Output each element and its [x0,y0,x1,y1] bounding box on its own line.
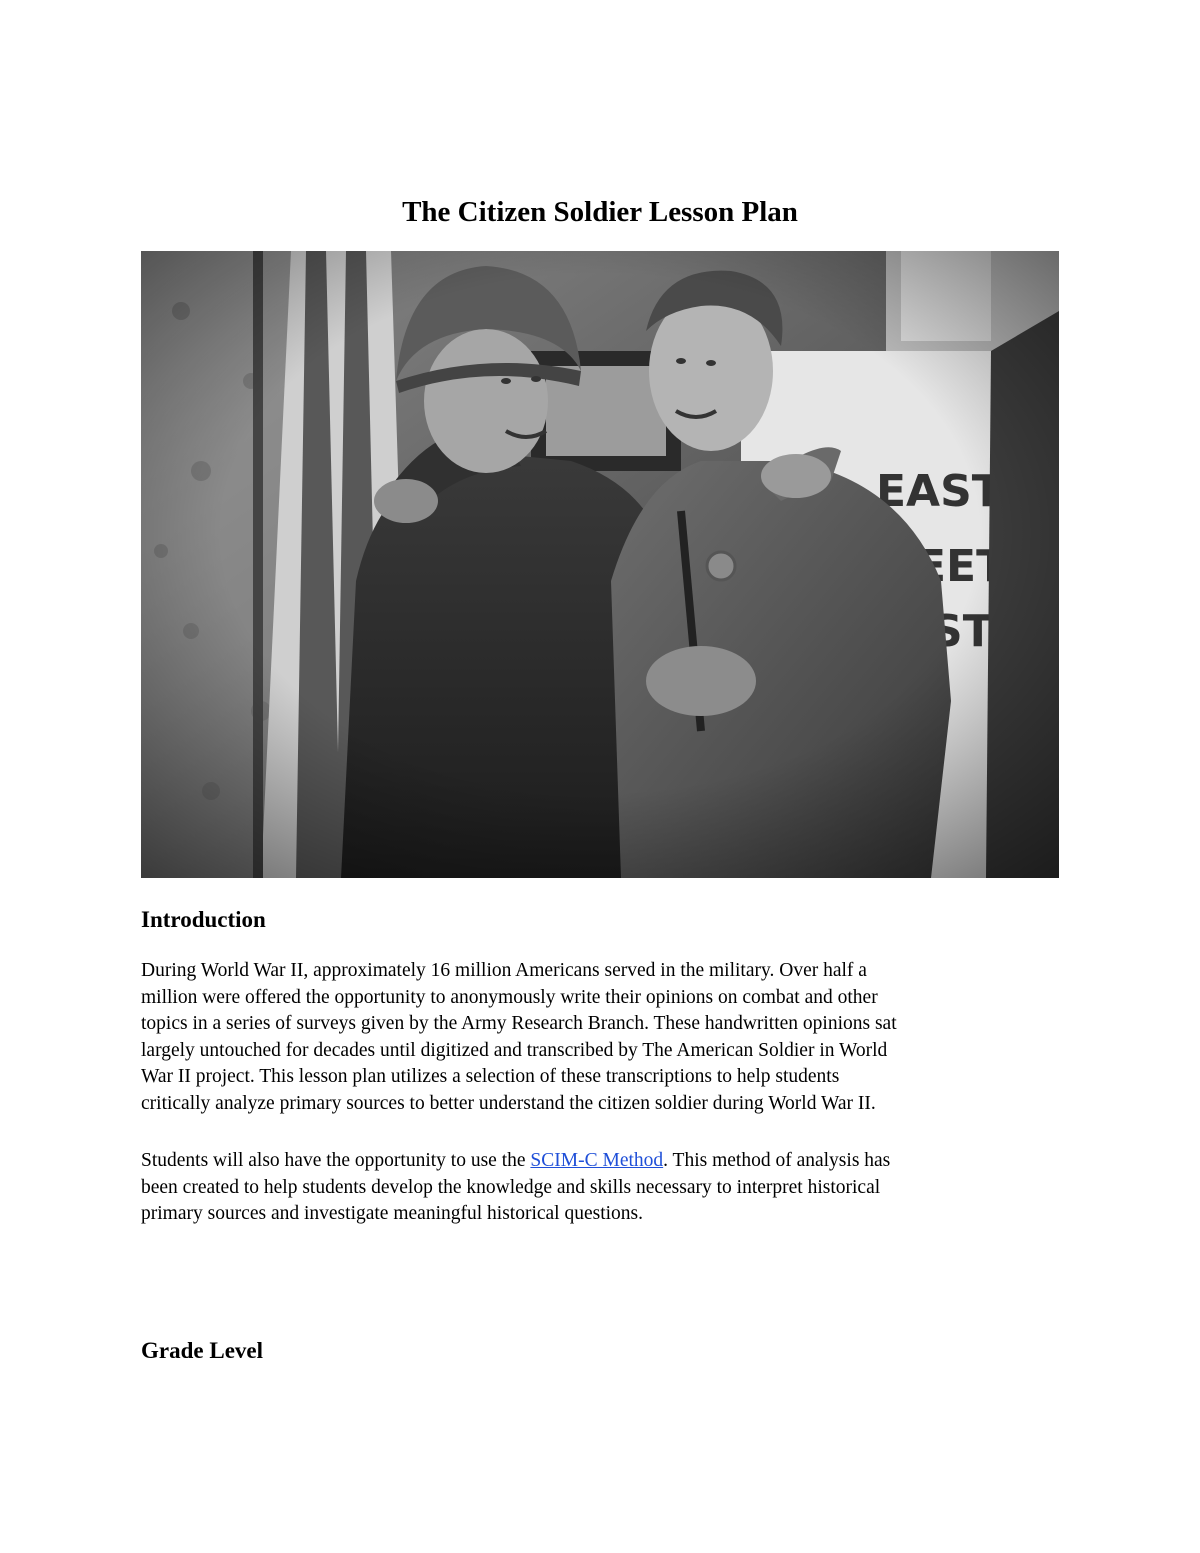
intro-p1-line-4: largely untouched for decades until digitized and transcribed by The American Soldier in World [141,1039,888,1061]
introduction-paragraph-1 [141,958,1071,1118]
intro-p2-text-before-link: Students will also have the opportunity to use the [141,1150,531,1171]
intro-p1-line-3: topics in a series of surveys given by the Army Research Branch. These handwritten opinions sat [141,1013,897,1035]
soldiers-photo [141,251,1059,878]
intro-p2-line-1 [141,1148,1071,1175]
intro-p2-line-2: been created to help students develop the knowledge and skills necessary to interpret historical [141,1176,881,1198]
grade-level-heading: Grade Level [141,1338,263,1363]
intro-p1-line-1: During World War II, approximately 16 million Americans served in the military. Over half a [141,960,867,981]
scim-c-method-link[interactable]: SCIM-C Method [530,1150,664,1171]
intro-p1-line-5: War II project. This lesson plan utilizes a selection of these transcriptions to help students [141,1066,840,1088]
intro-p1-line-2: million were offered the opportunity to anonymously write their opinions on combat and other [141,986,878,1008]
intro-p2-text-after-link: . This method of analysis has [663,1150,891,1171]
introduction-paragraph-2 [141,1148,1071,1228]
introduction-heading: Introduction [141,907,266,932]
page-title: The Citizen Soldier Lesson Plan [402,196,798,228]
intro-p1-line-6: critically analyze primary sources to better understand the citizen soldier during World War II. [141,1092,876,1114]
intro-p2-line-3: primary sources and investigate meaningful historical questions. [141,1203,644,1225]
